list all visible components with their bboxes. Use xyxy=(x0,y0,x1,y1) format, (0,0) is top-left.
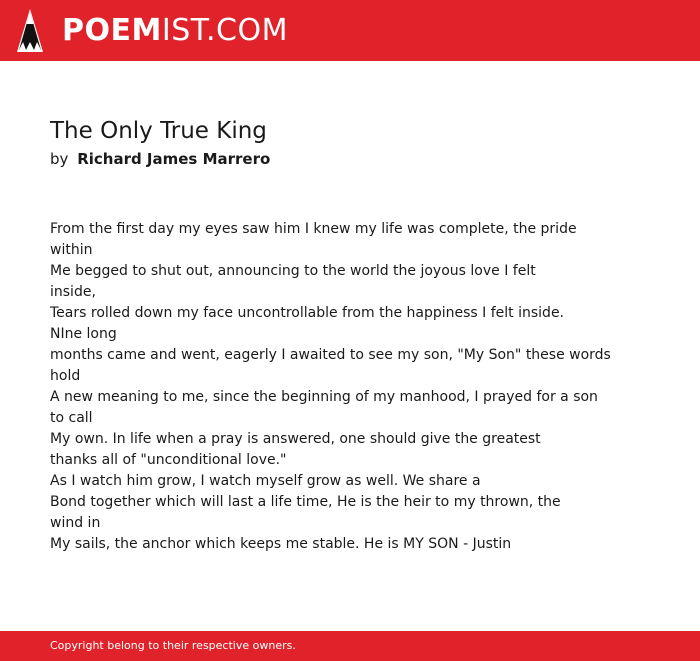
copyright-notice: Copyright belong to their respective owners. xyxy=(50,639,296,652)
byline xyxy=(50,148,270,170)
poem-line: wind in xyxy=(50,515,101,531)
poem-line: Bond together which will last a life time, He is the heir to my thrown, the xyxy=(50,494,561,510)
poem-line: My own. In life when a pray is answered, one should give the greatest xyxy=(50,431,541,447)
site-footer xyxy=(0,631,700,661)
poem-line: NIne long xyxy=(50,326,117,342)
pencil-tip-icon xyxy=(17,9,43,52)
poem-line: within xyxy=(50,242,93,258)
poem-line: Tears rolled down my face uncontrollable from the happiness I felt inside. xyxy=(50,305,565,321)
poem-line: hold xyxy=(50,368,81,384)
poem-line: inside, xyxy=(50,284,96,300)
poem-line: Me begged to shut out, announcing to the world the joyous love I felt xyxy=(50,263,536,279)
author-name: Richard James Marrero xyxy=(77,150,271,168)
logo-text-bold: POEM xyxy=(62,13,162,48)
poem-line: From the first day my eyes saw him I knew my life was complete, the pride xyxy=(50,221,577,237)
poem-line: As I watch him grow, I watch myself grow as well. We share a xyxy=(50,473,481,489)
logo-text-light: IST.COM xyxy=(161,13,288,48)
poem-body xyxy=(50,219,610,555)
site-header xyxy=(0,0,700,61)
poem-line: months came and went, eagerly I awaited to see my son, "My Son" these words xyxy=(50,347,611,363)
poem-line: My sails, the anchor which keeps me stable. He is MY SON - Justin xyxy=(50,536,512,552)
poem-line: thanks all of "unconditional love." xyxy=(50,452,287,468)
poem-line: to call xyxy=(50,410,93,426)
site-logo[interactable] xyxy=(62,11,288,51)
poem-title: The Only True King xyxy=(50,118,267,144)
by-label: by xyxy=(50,150,69,168)
poem-line: A new meaning to me, since the beginning of my manhood, I prayed for a son xyxy=(50,389,598,405)
